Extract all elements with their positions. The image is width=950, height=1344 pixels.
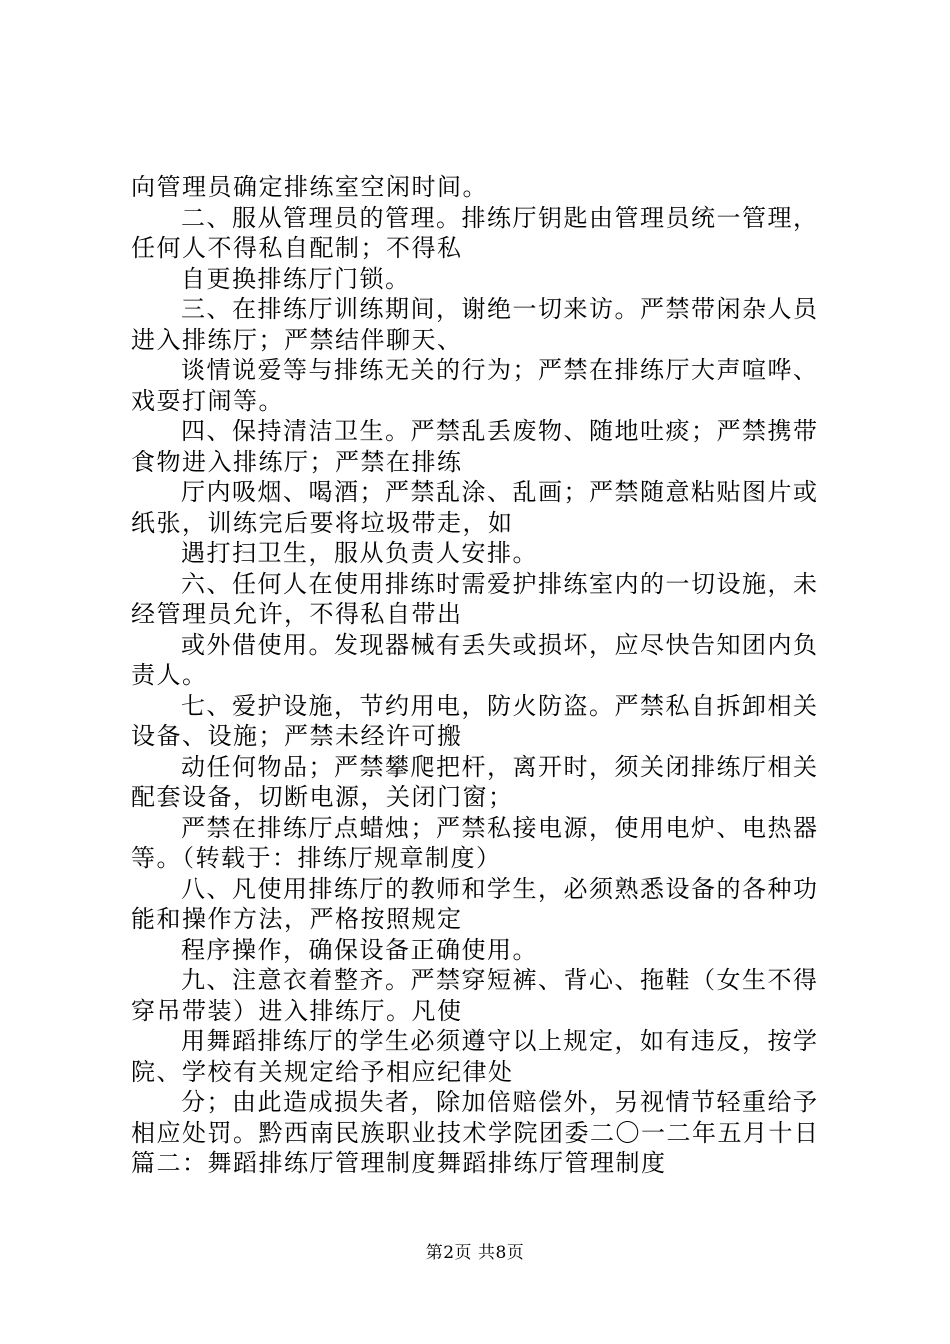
text-line: 谈情说爱等与排练无关的行为；严禁在排练厅大声喧哗、 xyxy=(181,356,819,384)
text-line: 严禁在排练厅点蜡烛；严禁私接电源，使用电炉、电热器 xyxy=(181,813,819,842)
text-line: 向管理员确定排练室空闲时间。 xyxy=(131,173,488,201)
text-line: 纸张，训练完后要将垃圾带走，如 xyxy=(131,508,514,537)
text-line: 三、在排练厅训练期间，谢绝一切来访。严禁带闲杂人员 xyxy=(181,295,819,323)
text-line: 相应处罚。黔西南民族职业技术学院团委二〇一二年五月十日 xyxy=(131,1118,820,1147)
text-line: 程序操作，确保设备正确使用。 xyxy=(181,935,538,964)
text-line: 等。（转载于：排练厅规章制度） xyxy=(131,844,502,872)
text-line: 动任何物品；严禁攀爬把杆，离开时，须关闭排练厅相关 xyxy=(181,752,819,781)
text-line: 六、任何人在使用排练时需爱护排练室内的一切设施，未 xyxy=(181,569,819,598)
document-body xyxy=(131,172,836,1179)
text-line: 七、爱护设施，节约用电，防火防盗。严禁私自拆卸相关 xyxy=(181,691,819,720)
text-line: 二、服从管理员的管理。排练厅钥匙由管理员统一管理， xyxy=(181,203,819,232)
text-line: 篇二：舞蹈排练厅管理制度舞蹈排练厅管理制度 xyxy=(131,1149,667,1177)
text-line: 责人。 xyxy=(131,661,208,689)
text-line: 用舞蹈排练厅的学生必须遵守以上规定，如有违反，按学 xyxy=(181,1027,819,1055)
text-line: 任何人不得私自配制；不得私 xyxy=(131,234,463,262)
text-line: 九、注意衣着整齐。严禁穿短裤、背心、拖鞋（女生不得 xyxy=(181,966,819,994)
page-number-footer: 第2页 共8页 xyxy=(425,1243,525,1263)
text-line: 食物进入排练厅；严禁在排练 xyxy=(131,447,463,476)
text-line: 戏耍打闹等。 xyxy=(131,386,284,415)
text-line: 四、保持清洁卫生。严禁乱丢废物、随地吐痰；严禁携带 xyxy=(181,417,819,445)
text-line: 院、学校有关规定给予相应纪律处 xyxy=(131,1057,514,1086)
text-line: 能和操作方法，严格按照规定 xyxy=(131,905,463,933)
text-line: 八、凡使用排练厅的教师和学生，必须熟悉设备的各种功 xyxy=(181,874,819,903)
text-line: 或外借使用。发现器械有丢失或损坏，应尽快告知团内负 xyxy=(181,630,819,659)
text-line: 分；由此造成损失者，除加倍赔偿外，另视情节轻重给予 xyxy=(181,1088,819,1116)
text-line: 厅内吸烟、喝酒；严禁乱涂、乱画；严禁随意粘贴图片或 xyxy=(181,478,819,506)
text-line: 经管理员允许，不得私自带出 xyxy=(131,600,463,628)
text-line: 设备、设施；严禁未经许可搬 xyxy=(131,722,463,750)
text-line: 进入排练厅；严禁结伴聊天、 xyxy=(131,325,463,354)
text-line: 自更换排练厅门锁。 xyxy=(181,264,411,293)
text-line: 配套设备，切断电源，关闭门窗； xyxy=(131,783,514,811)
text-line: 穿吊带装）进入排练厅。凡使 xyxy=(131,996,463,1025)
text-line: 遇打扫卫生，服从负责人安排。 xyxy=(181,539,538,567)
